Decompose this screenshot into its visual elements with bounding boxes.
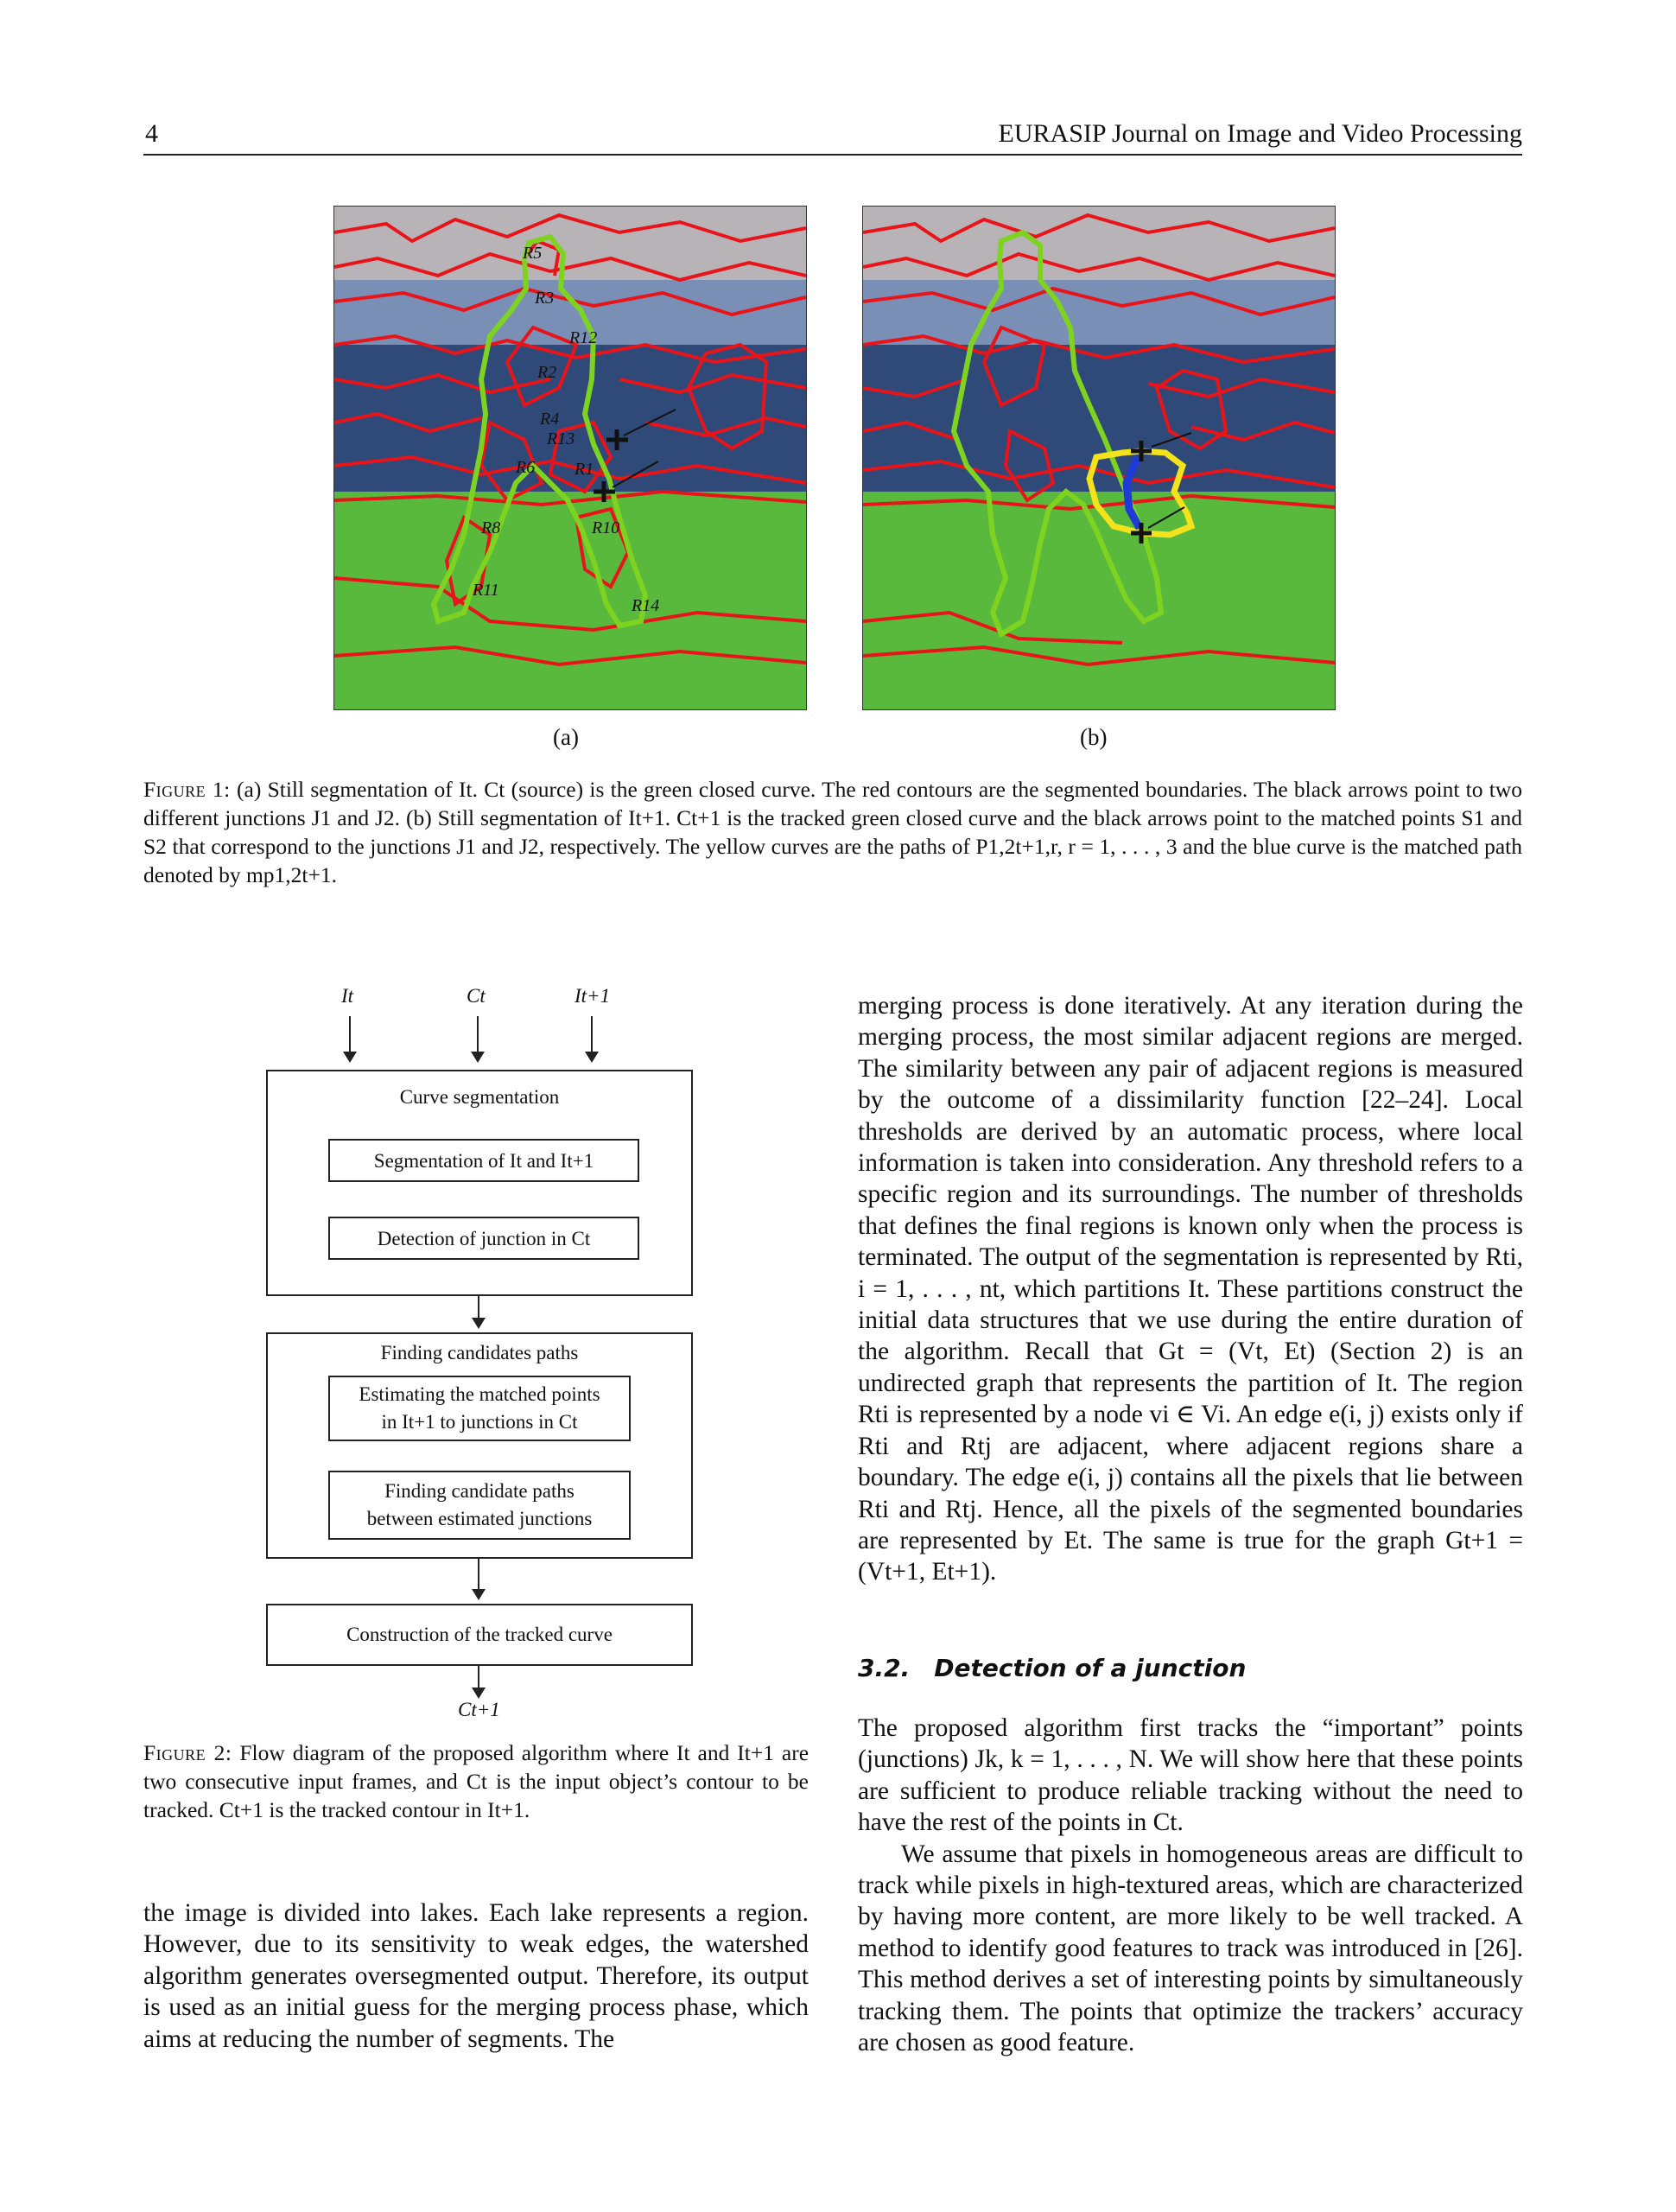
svg-text:R2: R2	[537, 363, 557, 382]
svg-text:R8: R8	[481, 518, 501, 537]
input-label-it: It	[341, 985, 354, 1007]
input-arrow	[591, 1016, 593, 1061]
flow-arrow	[478, 1559, 479, 1599]
junction-detection-label: Detection of junction in Ct	[377, 1228, 591, 1249]
journal-title: EURASIP Journal on Image and Video Processing	[998, 119, 1522, 148]
flow-diagram	[259, 985, 708, 1728]
svg-text:R6: R6	[516, 458, 536, 477]
input-arrow	[477, 1016, 479, 1061]
candidate-paths-box	[266, 1332, 693, 1559]
input-label-it1: It+1	[575, 985, 611, 1007]
section-heading	[858, 1654, 1270, 1682]
matched-points-box	[328, 1376, 631, 1441]
candidate-path-step-box	[328, 1471, 631, 1540]
tracked-curve-label: Construction of the tracked curve	[346, 1624, 613, 1645]
svg-text:R10: R10	[592, 518, 620, 537]
figure1-panel-b-label: (b)	[1080, 724, 1108, 750]
svg-text:R4: R4	[540, 410, 560, 429]
left-column-text	[143, 1897, 809, 2055]
left-column-paragraph: the image is divided into lakes. Each lake represents a region. However, due to its sensitivity to weak edges, the watershed algorithm generates oversegmented output. Therefore, its output is used as an initial guess for the merging process phase, which aims at reducing the number of segments. The	[143, 1899, 809, 2053]
right-column-text-section	[858, 1713, 1523, 2058]
matched-points-line2: in It+1 to junctions in Ct	[381, 1411, 578, 1433]
right-column-paragraph-1: merging process is done iteratively. At any iteration during the merging process, the most similar adjacent regions are merged. The similarity between any pair of adjacent regions is measured by the outcome of a dissimilarity function [22–24]. Local thresholds are derived by an automatic process, where local information is taken into consideration. Any threshold refers to a specific region and its surroundings. The number of thresholds that defines the final regions is known only when the process is terminated. The output of the segmentation is represented by Rti, i = 1, . . . , nt, which partitions It. These partitions construct the initial data structures that we use during the entire duration of the algorithm. Recall that Gt = (Vt, Et) (Section 2) is an undirected graph that represents the partition of It. The region Rti is represented by a node vi ∈ Vi. An edge e(i, j) exists only if Rti and Rtj are adjacent, where adjacent regions share a boundary. The edge e(i, j) contains all the pixels that lie between Rti and Rtj. Hence, all the pixels of the segmented boundaries are represented by Et. The same is true for the graph Gt+1 = (Vt+1, Et+1).	[858, 992, 1523, 1586]
output-label: Ct+1	[458, 1699, 500, 1720]
input-arrow	[349, 1016, 351, 1061]
right-column-paragraph-3: We assume that pixels in homogeneous areas are difficult to track while pixels in high-textured areas, which are characterized by having more content, are more likely to be well tracked. A method to identify good features to track was introduced in [26]. This method derives a set of interesting points by simultaneously tracking them. The points that optimize the trackers’ accuracy are chosen as good feature.	[858, 1840, 1523, 2057]
figure2-caption	[143, 1738, 809, 1824]
candidate-path-line1: Finding candidate paths	[384, 1480, 575, 1502]
svg-text:R1: R1	[575, 460, 594, 479]
tracked-curve-box	[266, 1604, 693, 1666]
figure1-caption-label: Figure 1:	[143, 777, 231, 802]
section-title: Detection of a junction	[934, 1654, 1247, 1682]
figure2-caption-text: Flow diagram of the proposed algorithm where It and It+1 are two consecutive input frames, and Ct is the input object’s contour to be tracked. Ct+1 is the tracked contour in It+1.	[143, 1740, 809, 1822]
page-number: 4	[145, 119, 158, 148]
svg-text:R14: R14	[632, 596, 660, 615]
flow-arrow	[478, 1296, 479, 1327]
matched-points-line1: Estimating the matched points	[359, 1383, 600, 1405]
svg-text:R13: R13	[547, 429, 575, 448]
figure1-caption	[143, 775, 1522, 889]
header-rule	[143, 154, 1522, 156]
figure1-panel-a-image	[333, 206, 807, 710]
input-label-ct: Ct	[467, 985, 486, 1007]
figure1-panel-b-image	[862, 206, 1336, 710]
svg-text:R12: R12	[569, 328, 598, 347]
right-column-paragraph-2: The proposed algorithm first tracks the “important” points (junctions) Jk, k = 1, . . . , N. We will show here that these points are sufficient to produce reliable tracking without the need to have the rest of the points in Ct.	[858, 1714, 1523, 1837]
output-arrow	[478, 1666, 479, 1697]
section-number: 3.2.	[858, 1654, 911, 1682]
candidate-path-line2: between estimated junctions	[366, 1508, 593, 1529]
junction-detection-box	[328, 1217, 639, 1260]
curve-segmentation-title: Curve segmentation	[399, 1086, 560, 1108]
figure1-panel-a-label: (a)	[553, 724, 579, 750]
svg-text:R3: R3	[535, 289, 555, 308]
candidate-paths-title: Finding candidates paths	[380, 1342, 579, 1363]
right-column-text	[858, 990, 1523, 1588]
segmentation-step-box	[328, 1139, 639, 1182]
figure1-caption-text: (a) Still segmentation of It. Ct (source) is the green closed curve. The red contours are the segmented boundaries. The black arrows point to two different junctions J1 and J2. (b) Still segmentation of It+1. Ct+1 is the tracked green closed curve and the black arrows point to the matched points S1 and S2 that correspond to the junctions J1 and J2, respectively. The yellow curves are the paths of P1,2t+1,r, r = 1, . . . , 3 and the blue curve is the matched path denoted by mp1,2t+1.	[143, 777, 1522, 887]
curve-segmentation-box	[266, 1070, 693, 1296]
segmentation-step-label: Segmentation of It and It+1	[373, 1150, 594, 1172]
figure2-caption-label: Figure 2:	[143, 1740, 232, 1765]
svg-text:R11: R11	[473, 581, 499, 600]
svg-text:R5: R5	[523, 244, 543, 263]
